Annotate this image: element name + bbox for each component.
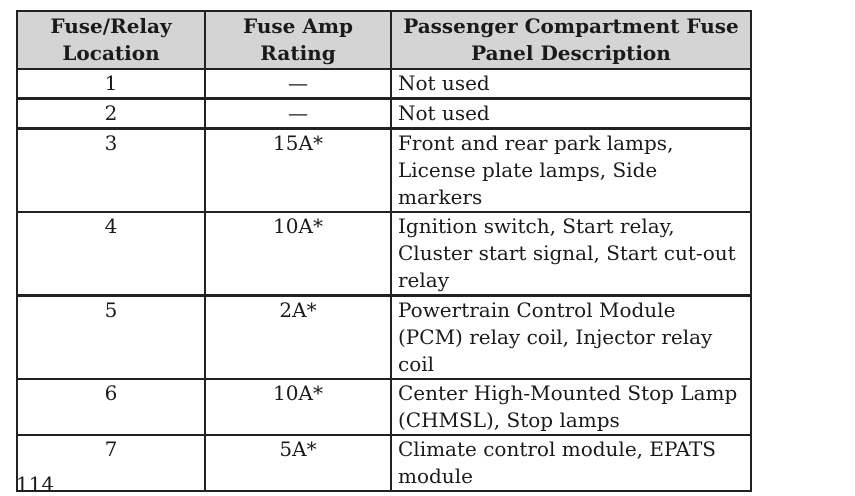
cell-location: 1 [17,69,205,99]
cell-description: Center High-Mounted Stop Lamp (CHMSL), Stop lamps [391,379,751,435]
header-fuse-amp-rating [205,11,391,69]
header-panel-description [391,11,751,69]
cell-location: 5 [17,296,205,380]
header-line: Location [62,41,160,65]
cell-description: Not used [391,99,751,129]
page-number: 114 [16,472,55,496]
header-line: Panel Description [471,41,671,65]
table-row [17,212,751,296]
table-row [17,379,751,435]
cell-rating: 15A* [205,129,391,213]
cell-rating: 10A* [205,379,391,435]
cell-location: 6 [17,379,205,435]
fuse-table [16,10,752,492]
table-header-row [17,11,751,69]
cell-location: 3 [17,129,205,213]
cell-description: Ignition switch, Start relay, Cluster start signal, Start cut-out relay [391,212,751,296]
cell-description: Not used [391,69,751,99]
cell-description: Climate control module, EPATS module [391,435,751,491]
table-row [17,129,751,213]
header-line: Passenger Compartment Fuse [403,14,739,38]
cell-location: 4 [17,212,205,296]
table-row [17,69,751,99]
table-row [17,296,751,380]
header-line: Fuse Amp [243,14,353,38]
header-line: Rating [260,41,336,65]
cell-rating: 5A* [205,435,391,491]
cell-rating: — [205,99,391,129]
header-fuse-relay-location [17,11,205,69]
header-line: Fuse/Relay [50,14,172,38]
cell-location: 7 [17,435,205,491]
cell-location: 2 [17,99,205,129]
cell-rating: 10A* [205,212,391,296]
cell-description: Powertrain Control Module (PCM) relay coil, Injector relay coil [391,296,751,380]
cell-rating: 2A* [205,296,391,380]
cell-description: Front and rear park lamps, License plate lamps, Side markers [391,129,751,213]
table-row [17,435,751,491]
cell-rating: — [205,69,391,99]
table-row [17,99,751,129]
